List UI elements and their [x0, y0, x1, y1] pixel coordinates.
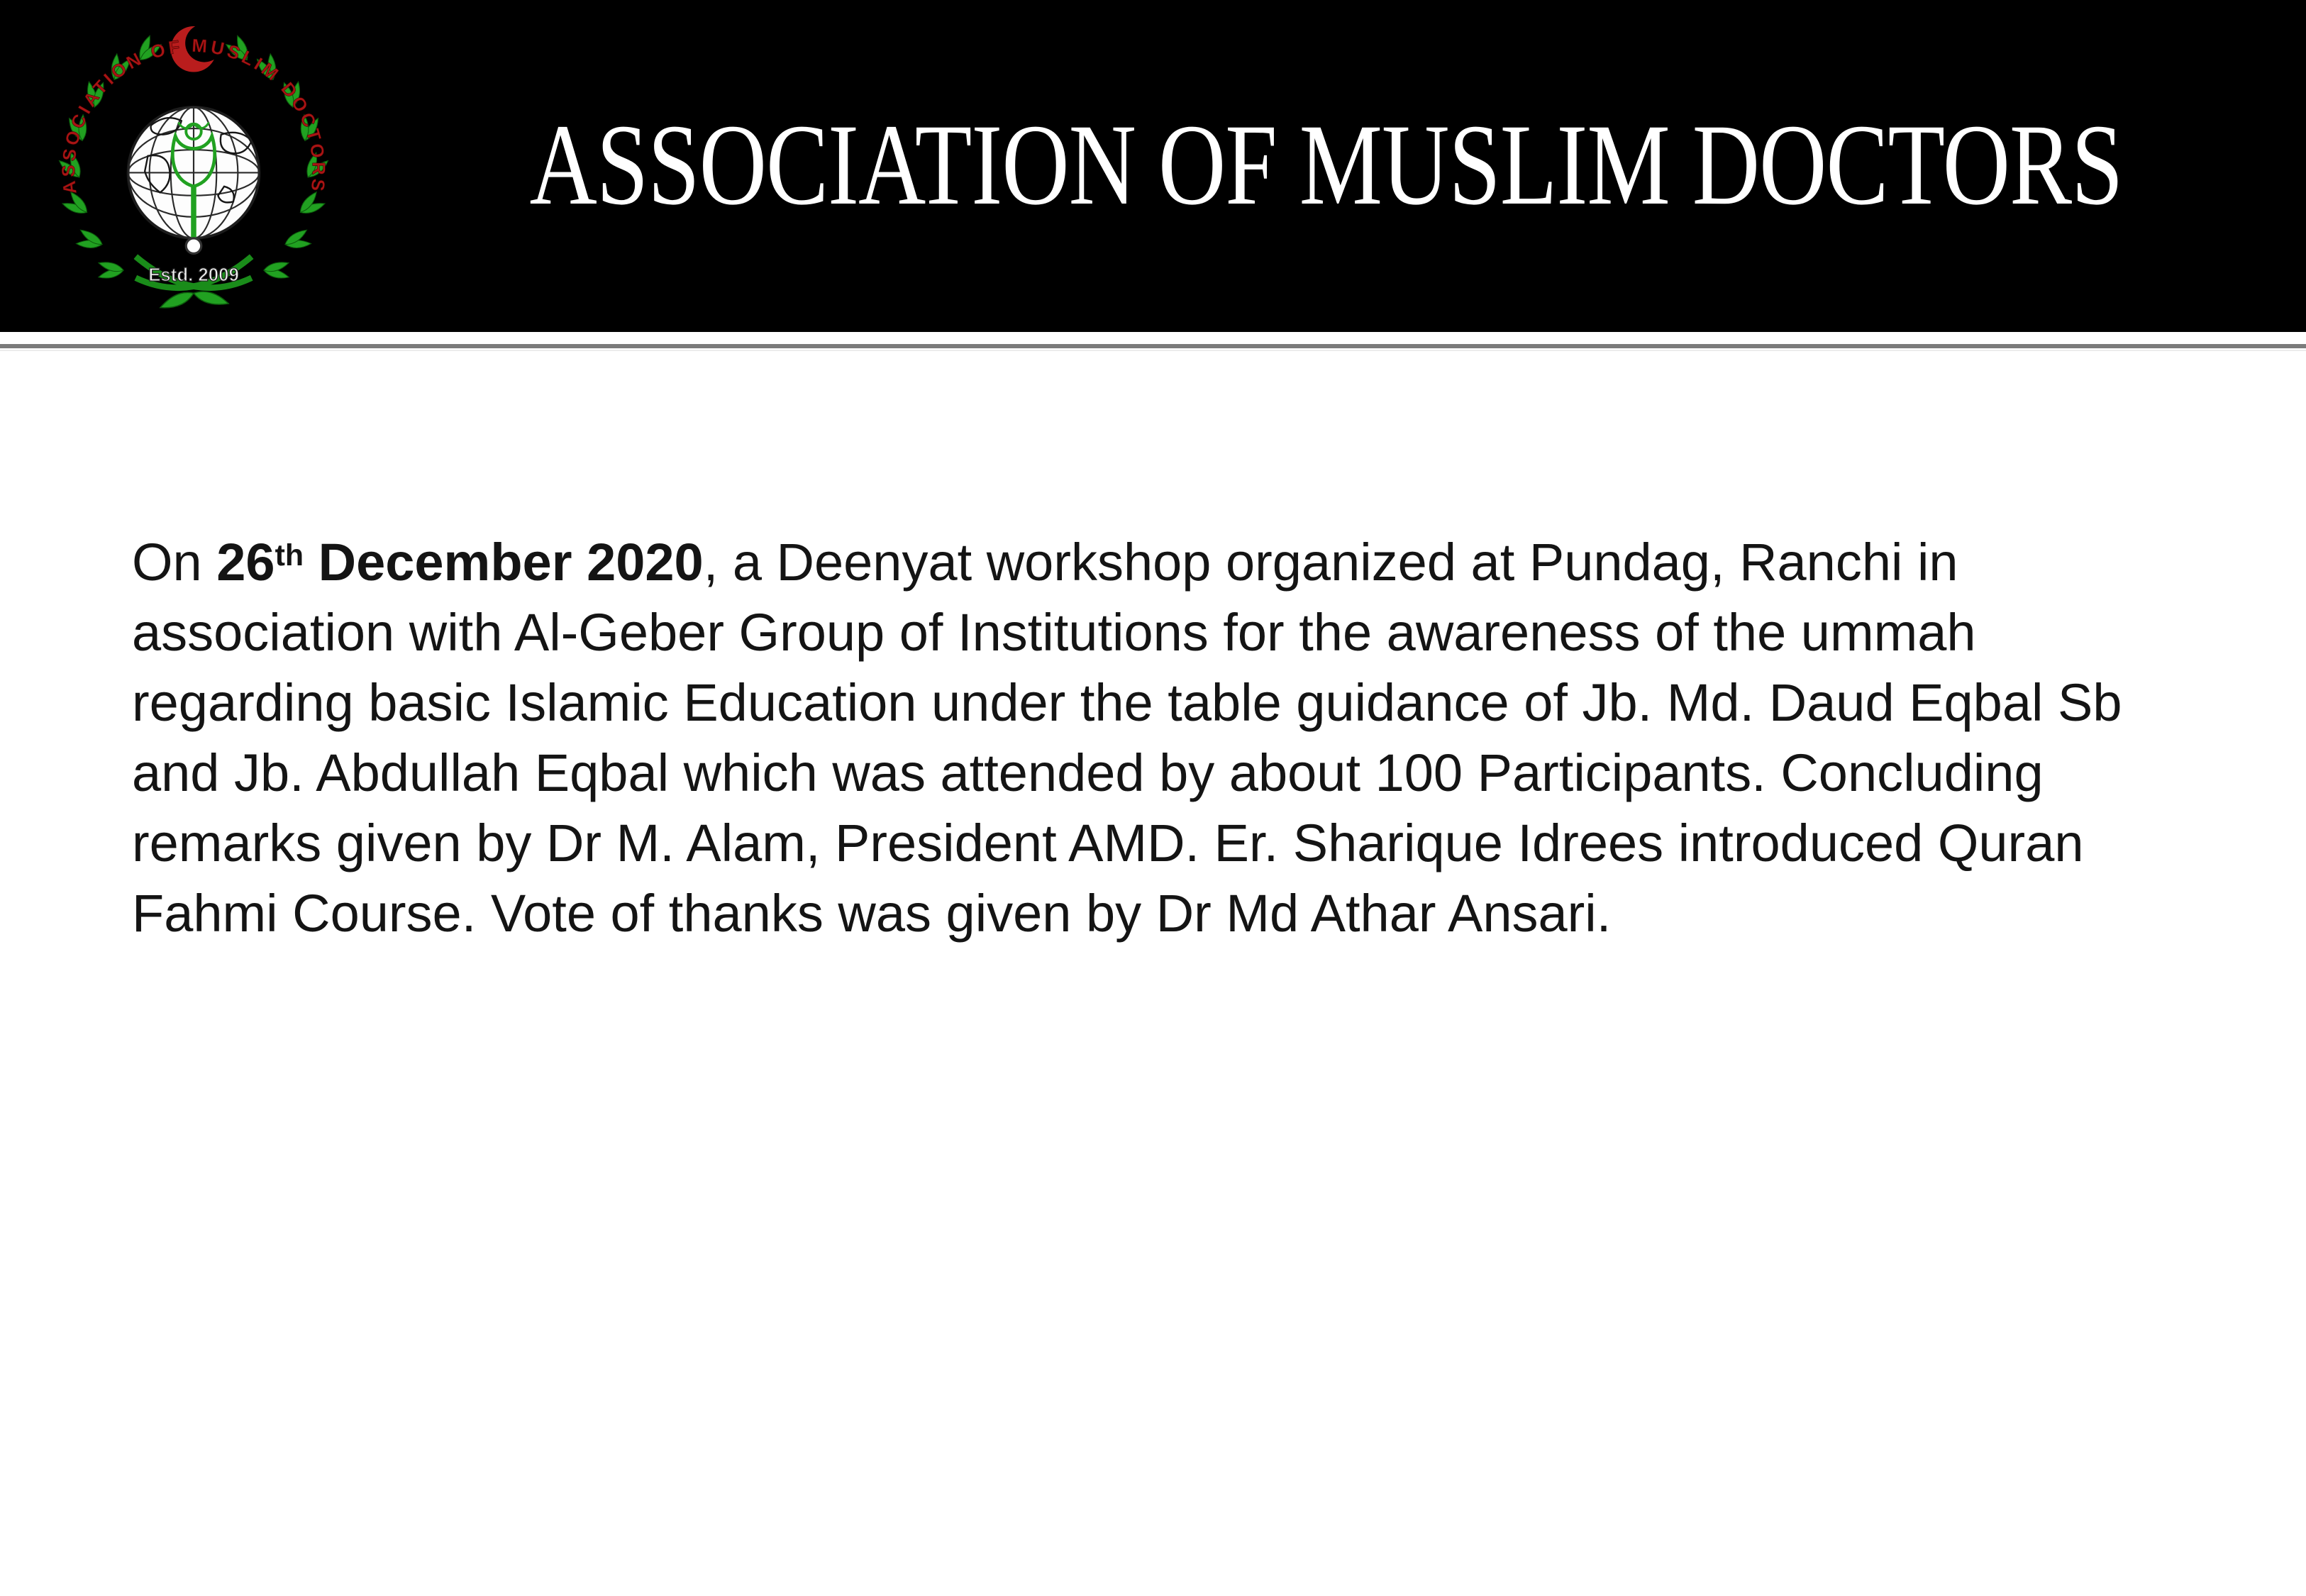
amd-logo [41, 16, 346, 321]
divider-gap [0, 332, 2306, 344]
page-title [346, 99, 2306, 229]
body-paragraph [132, 527, 2207, 948]
globe-icon [128, 107, 260, 253]
divider-line-light [0, 350, 2306, 351]
para-run-bold-sup: th [275, 538, 304, 573]
slide-body [132, 527, 2207, 948]
amd-logo-svg [41, 16, 346, 321]
para-run-rest: , a Deenyat workshop organized at Pundag, Ranchi in association with Al-Geber Group of Institutions for the awareness of the ummah regarding basic Islamic Education under the table guidance of Jb. Md. Daud Eqbal Sb and Jb. Abdullah Eqbal which was attended by about 100 Participants. Concluding remarks given by Dr M. Alam, President AMD. Er. Sharique Idrees introduced Quran Fahmi Course. Vote of thanks was given by Dr Md Athar Ansari. [132, 533, 2122, 943]
header-banner [0, 0, 2306, 332]
para-run-bold-rest: December 2020 [304, 533, 704, 592]
para-run-prefix: On [132, 533, 217, 592]
logo-arc-text: ASSOCIATION OF MUSLIM DOCTORS [59, 35, 328, 196]
logo-estd-text: Estd. 2009 [148, 265, 239, 286]
page-title-text: ASSOCIATION OF MUSLIM DOCTORS [529, 99, 2123, 229]
para-run-bold-day: 26 [216, 533, 275, 592]
